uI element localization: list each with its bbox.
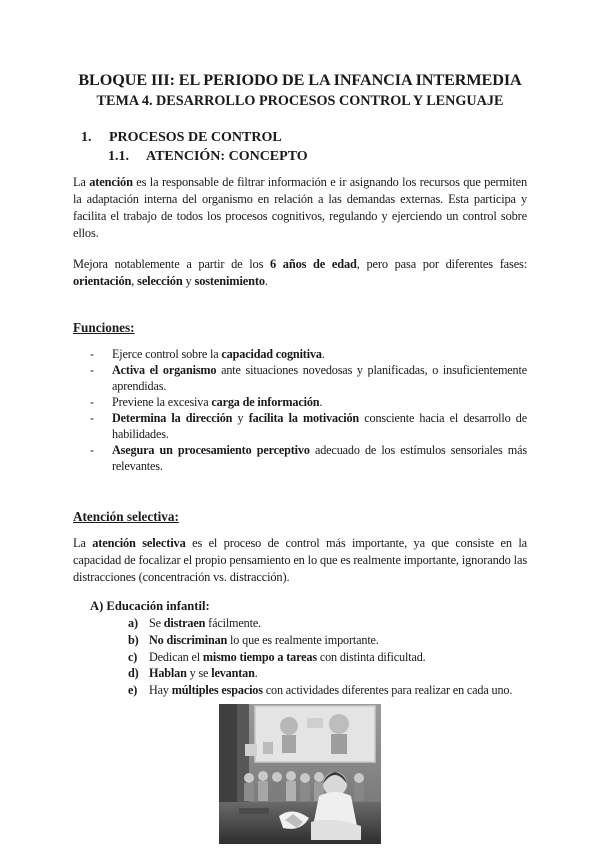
- list-item: - Previene la excesiva carga de información.: [90, 394, 323, 409]
- funciones-heading: Funciones:: [73, 320, 135, 335]
- list-item: c) Dedican el mismo tiempo a tareas con distinta dificultad.: [128, 649, 426, 664]
- list-item: - Ejerce control sobre la capacidad cognitiva.: [90, 347, 325, 361]
- list-item: e) Hay múltiples espacios con actividades diferentes para realizar en cada uno.: [128, 683, 513, 698]
- section-number: 1.1.: [108, 149, 129, 164]
- list-item: - Asegura un procesamiento perceptivo adecuado de los estímulos sensoriales más relevantes.: [90, 442, 527, 473]
- atencion-selectiva-heading: Atención selectiva:: [73, 509, 179, 524]
- document-subtitle: TEMA 4. DESARROLLO PROCESOS CONTROL Y LENGUAJE: [96, 93, 504, 109]
- section-title: PROCESOS DE CONTROL: [109, 130, 282, 145]
- paragraph-attention-development: Mejora notablemente a partir de los 6 años de edad, pero pasa por diferentes fases: orientación, selección y sostenimiento.: [73, 257, 528, 288]
- educacion-infantil-heading: A) Educación infantil:: [90, 599, 210, 613]
- document-title: BLOQUE III: EL PERIODO DE LA INFANCIA INTERMEDIA: [78, 71, 522, 89]
- funciones-list: [90, 347, 527, 475]
- educacion-infantil-list: [128, 615, 538, 699]
- section-number: 1.: [81, 130, 92, 145]
- section-heading-1: [81, 130, 282, 146]
- list-item: a) Se distraen fácilmente.: [128, 616, 261, 630]
- classroom-photo-icon: [219, 704, 381, 844]
- section-heading-1-1: [108, 149, 308, 165]
- list-item: - Determina la dirección y facilita la motivación consciente hacia el desarrollo de habilidades.: [90, 411, 527, 441]
- list-item: - Activa el organismo ante situaciones novedosas y planificadas, o insuficientemente aprendidas.: [90, 363, 527, 393]
- paragraph-attention-definition: La atención es la responsable de filtrar información e ir asignando los recursos que permiten la adaptación interna del organismo en relación a las demandas externas. Esta participa y facilita el trabajo de todos los procesos cognitivos, regulando y ejerciendo un control sobre ellos.: [73, 175, 528, 240]
- paragraph-selective-attention: La atención selectiva es el proceso de control más importante, ya que consiste en la capacidad de focalizar el propio pensamiento en lo que es realmente importante, ignorando las distracciones (concentración vs. distracción).: [73, 536, 527, 584]
- list-item: b) No discriminan lo que es realmente importante.: [128, 632, 379, 647]
- section-title: ATENCIÓN: CONCEPTO: [146, 149, 308, 164]
- list-item: d) Hablan y se levantan.: [128, 666, 258, 681]
